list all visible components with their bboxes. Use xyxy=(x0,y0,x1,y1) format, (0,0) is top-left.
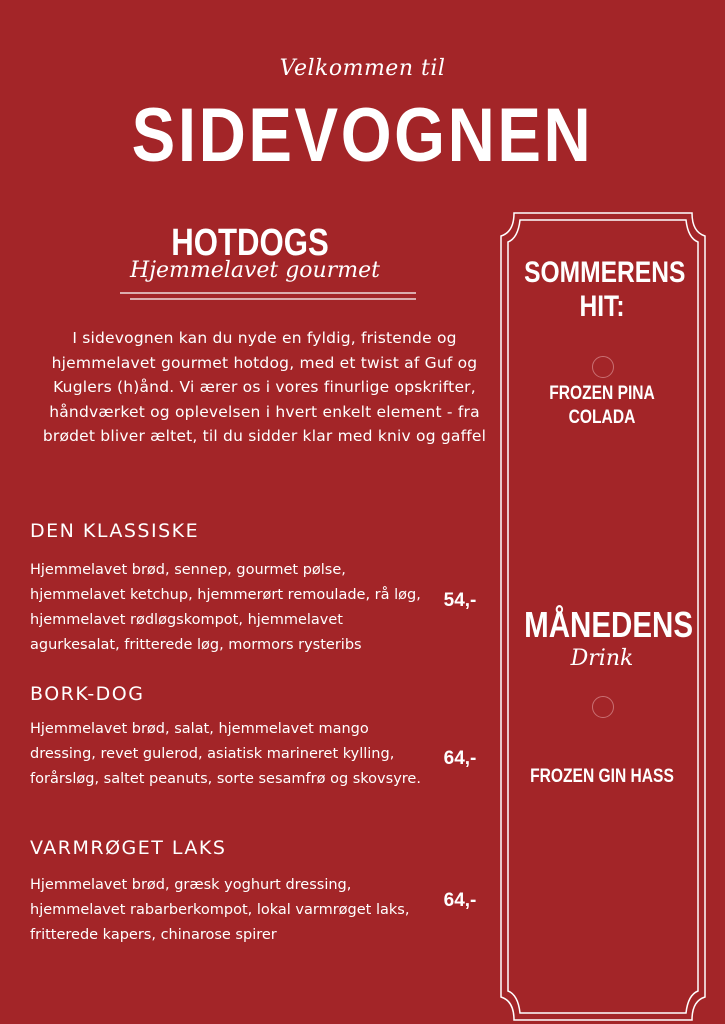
menu-item-description: Hjemmelavet brød, græsk yoghurt dressing, hjemmelavet rabarberkompot, lokal varmrøget laks, fritterede kapers, chinarose spirer xyxy=(30,877,410,943)
menu-item-name: BORK-DOG xyxy=(30,683,145,705)
month-drink-name: FROZEN GIN HASS xyxy=(530,766,674,787)
menu-item-name: VARMRØGET LAKS xyxy=(30,837,227,859)
menu-item-price: 64,- xyxy=(443,748,477,769)
summer-hit-heading: SOMMERENS HIT: xyxy=(524,256,686,323)
circle-ornament-icon xyxy=(592,696,614,718)
hotdogs-heading: HOTDOGS xyxy=(171,222,329,264)
hotdogs-subheading: Hjemmelavet gourmet xyxy=(130,258,380,283)
menu-item-price: 64,- xyxy=(443,890,477,911)
circle-ornament-icon xyxy=(592,356,614,378)
month-drink-subheading: Drink xyxy=(570,646,634,671)
subheading-underline xyxy=(120,290,420,304)
menu-item-price: 54,- xyxy=(443,590,477,611)
welcome-text: Velkommen til xyxy=(279,56,446,81)
month-drink-heading: MÅNEDENS xyxy=(524,604,694,645)
menu-item-name: DEN KLASSISKE xyxy=(30,520,200,542)
menu-item-description: Hjemmelavet brød, salat, hjemmelavet mango dressing, revet gulerod, asiatisk marineret kylling, forårsløg, saltet peanuts, sorte sesamfrø og skovsyre. xyxy=(30,721,421,787)
menu-item-description: Hjemmelavet brød, sennep, gourmet pølse, hjemmelavet ketchup, hjemmerørt remoulade, rå løg, hjemmelavet rødløgskompot, hjemmelavet agurkesalat, fritterede løg, mormors rysteribs xyxy=(30,562,421,653)
restaurant-title: SIDEVOGNEN xyxy=(131,93,594,178)
summer-hit-drink: FROZEN PINA COLADA xyxy=(549,383,655,428)
intro-paragraph: I sidevognen kan du nyde en fyldig, fristende og hjemmelavet gourmet hotdog, med et twist af Guf og Kuglers (h)ånd. Vi ærer os i vores finurlige opskrifter, håndværket og oplevelsen i hvert enkelt element - fra brødet bliver æltet, til du sidder klar med kniv og gaffel xyxy=(42,329,487,445)
